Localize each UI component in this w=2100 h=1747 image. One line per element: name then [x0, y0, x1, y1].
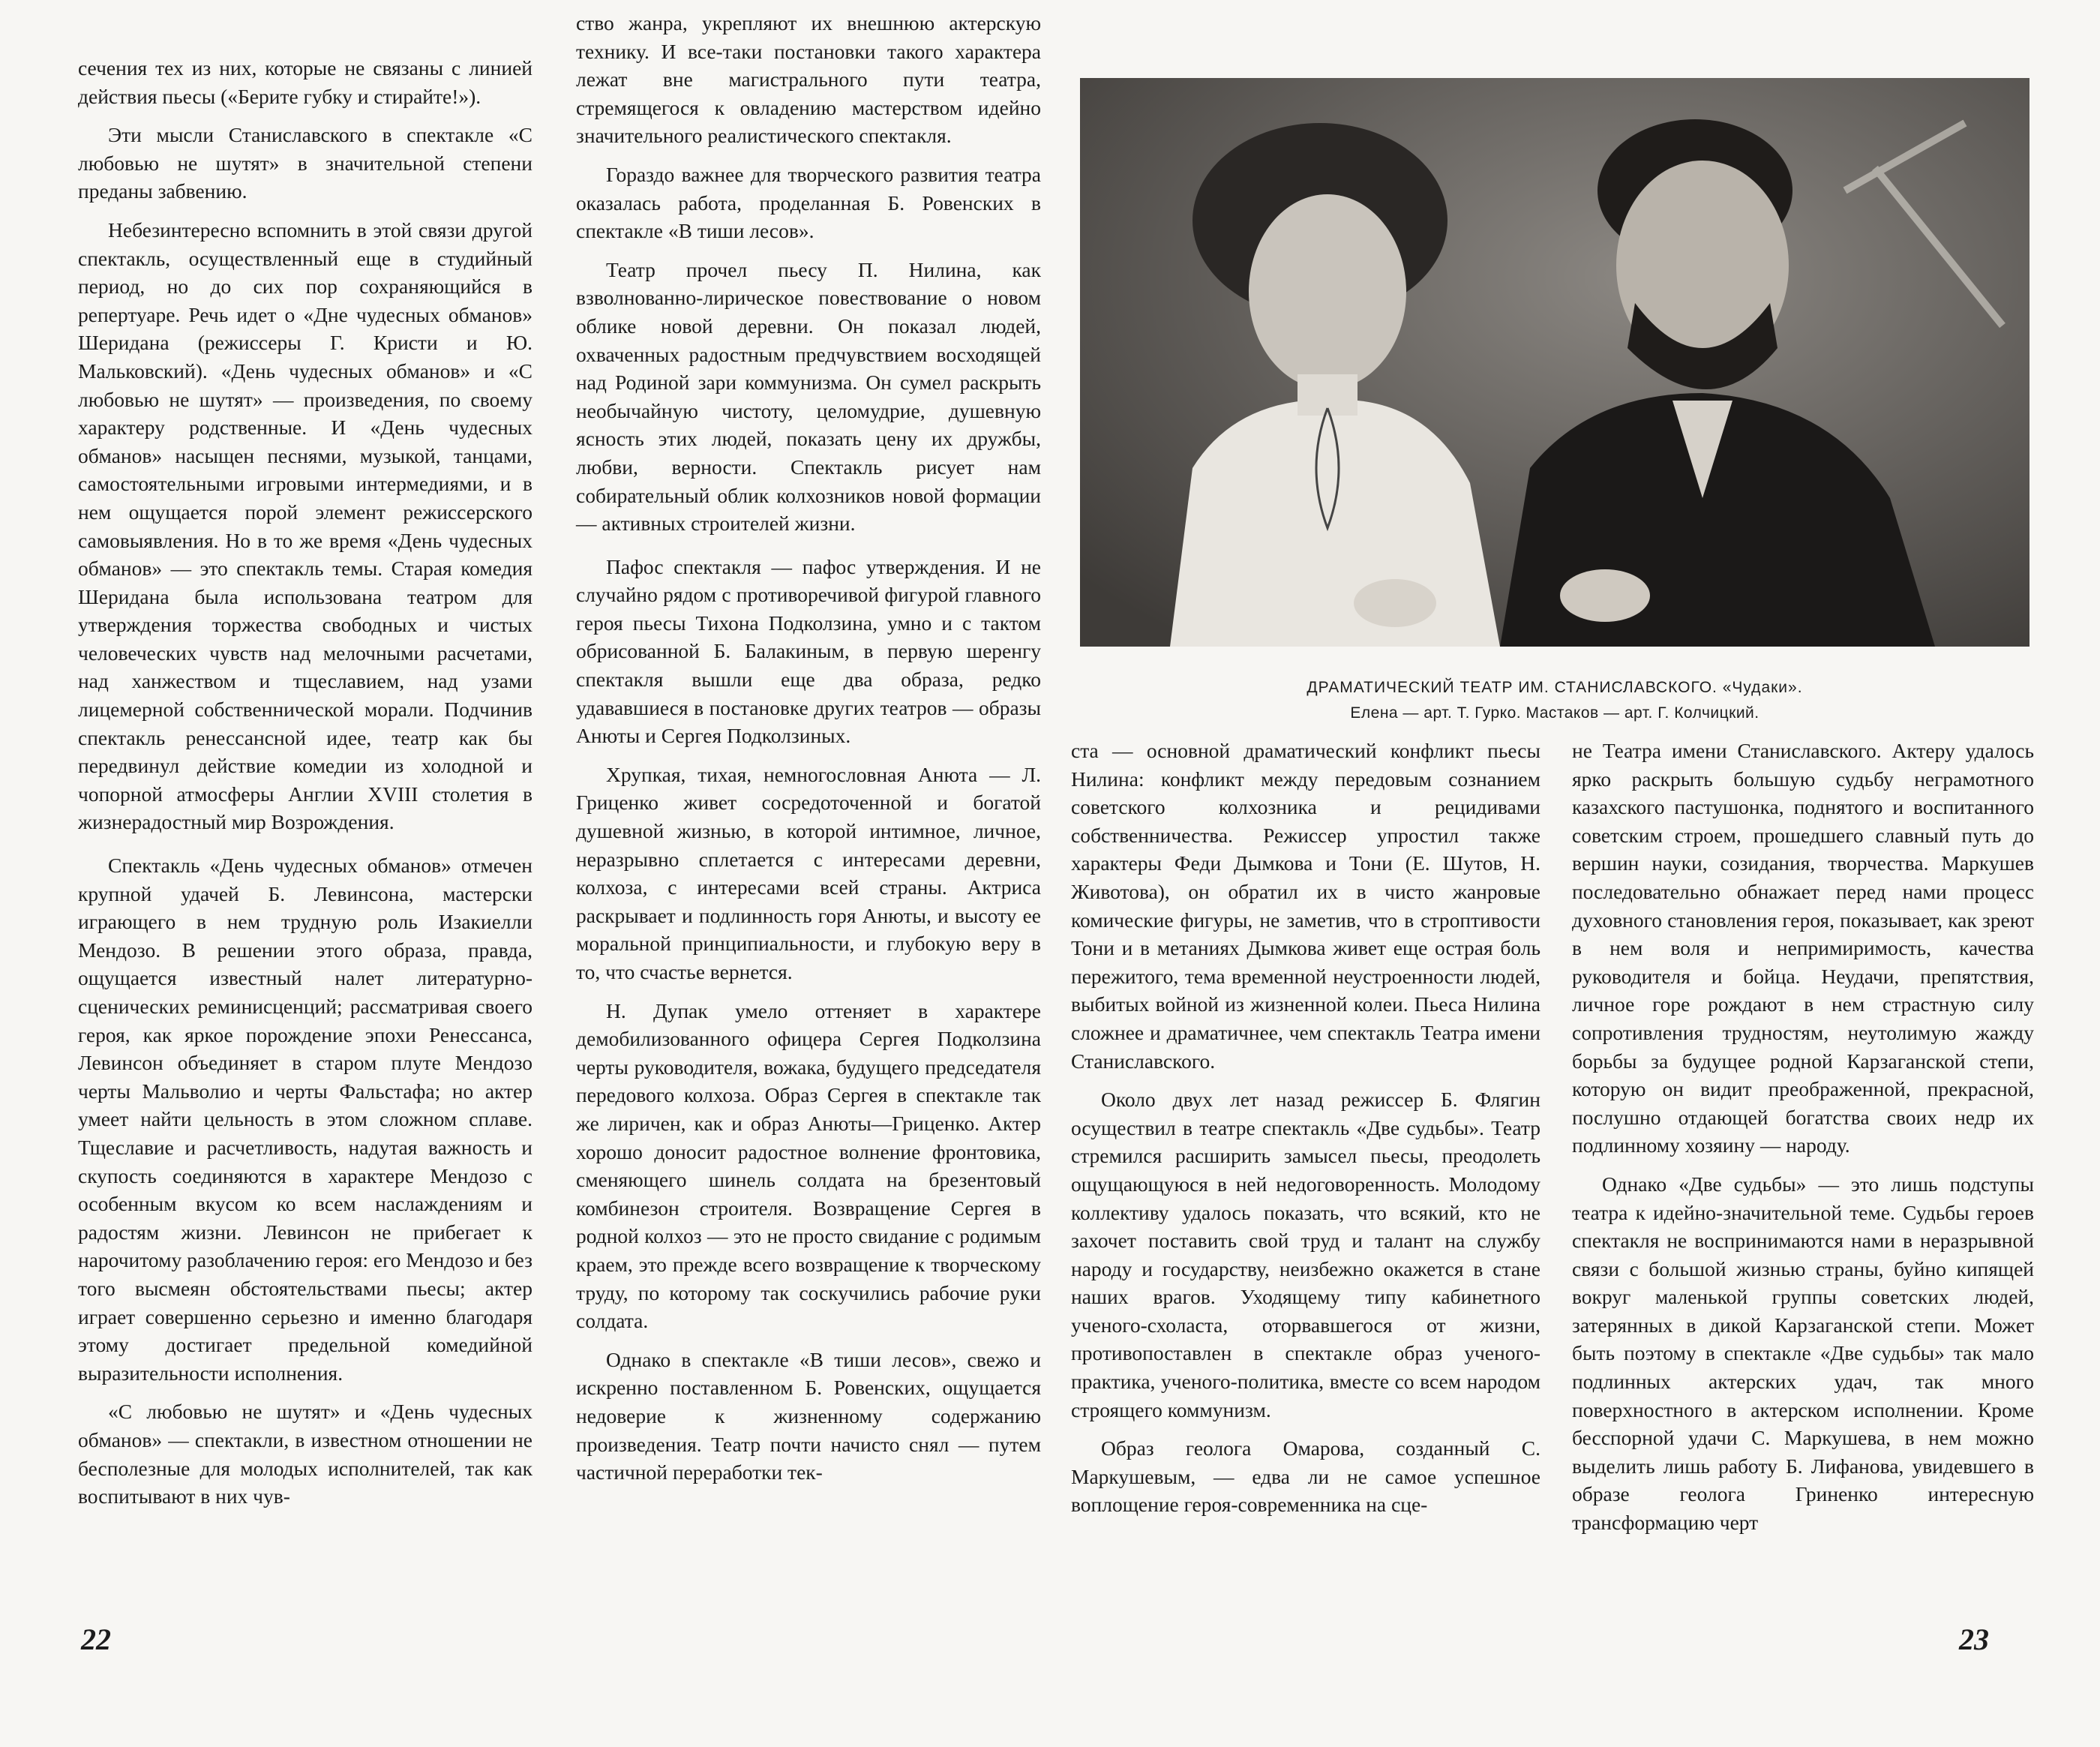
- theatre-photo: [1080, 78, 2030, 647]
- paragraph: Однако «Две судьбы» — это лишь подступы театра к идейно-значительной теме. Судьбы героев спектакля не воспринимаются нами в неразрывной связи с большой жизнью страны, буйно кипящей вокруг маленькой группы советских людей, затерянных в дикой Карзаганской степи. Может быть поэтому в спектакле «Две судьбы» так мало подлинных актерских удач, так много поверхностного в актерском исполнении. Кроме бесспорной удачи С. Маркушева, в нем можно выделить лишь работу Б. Лифанова, увидевшего в образе геолога Гриненко интересную трансформацию черт: [1572, 1172, 2034, 1535]
- left-page-column-2: [576, 9, 1041, 1487]
- photo-illustration: [1080, 78, 2030, 647]
- right-page-column-2: [1572, 737, 2034, 1537]
- paragraph: сечения тех из них, которые не связаны с линией действия пьесы («Берите губку и стирайте!»).: [78, 56, 532, 108]
- page-number-left: 22: [81, 1622, 111, 1656]
- paragraph: Однако в спектакле «В тиши лесов», свежо и искренно поставленном Б. Ровенских, ощущается недоверие к жизненному содержанию произведения. Театр почти начисто снял — путем частичной переработки тек-: [576, 1347, 1041, 1484]
- paragraph: Эти мысли Станиславского в спектакле «С любовью не шутят» в значительной степени преданы забвению.: [78, 123, 532, 203]
- paragraph: Образ геолога Омарова, созданный С. Маркушевым, — едва ли не самое успешное воплощение героя-современника на сце-: [1071, 1436, 1540, 1517]
- page-number-right: 23: [1959, 1622, 1989, 1656]
- paragraph: ста — основной драматический конфликт пьесы Нилина: конфликт между передовым сознанием советского колхозника и рецидивами собственничества. Режиссер упростил также характеры Феди Дымкова и Тони (Е. Шутов, Н. Животова), он обратил их в чисто жанровые комические фигуры, не заметив, что в строптивости Тони и в метаниях Дымкова живет еще острая боль пережитого, тема временной неустроенности людей, выбитых войной из жизненной колеи. Пьеса Нилина сложнее и драматичнее, чем спектакль Театра имени Станиславского.: [1071, 739, 1540, 1073]
- left-page-column-1: [78, 54, 532, 1511]
- caption-line-1: ДРАМАТИЧЕСКИЙ ТЕАТР ИМ. СТАНИСЛАВСКОГО. «Чудаки».: [1306, 679, 1803, 696]
- paragraph: Пафос спектакля — пафос утверждения. И не случайно рядом с противоречивой фигурой главного героя пьесы Тихона Подколзина, умно и с тактом обрисованной Б. Балакиным, в первую шеренгу спектакля вышли еще два образа, редко удававшиеся в постановке других театров — образы Анюты и Сергея Подколзиных.: [576, 554, 1041, 748]
- paragraph: Гораздо важнее для творческого развития театра оказалась работа, проделанная Б. Ровенских в спектакле «В тиши лесов».: [576, 162, 1041, 243]
- right-page-column-1: [1071, 737, 1540, 1519]
- paragraph: Около двух лет назад режиссер Б. Флягин осуществил в театре спектакль «Две судьбы». Театр стремился расширить замысел пьесы, преодолеть ощущающуюся в ней недоговоренность. Молодому коллективу удалось показать, что всякий, кто не захочет поставить свой труд и талант на службу народу и государству, неизбежно окажется в стане наших врагов. Уходящему типу кабинетного ученого-схоласта, оторвавшегося от жизни, противопоставлен в спектакле образ ученого-практика, ученого-политика, вместе со всем народом строящего коммунизм.: [1071, 1088, 1540, 1421]
- paragraph: не Театра имени Станиславского. Актеру удалось ярко раскрыть большую судьбу неграмотного казахского пастушонка, поднятого и воспитанного советским строем, прошедшего славный путь до вершин науки, созидания, творчества. Маркушев последовательно обнажает перед нами процесс духовного становления героя, показывает, как зреют в нем воля и непримиримость, качества руководителя и бойца. Неудачи, препятствия, личное горе рождают в нем страстную силу сопротивления трудностям, неутолимую жажду борьбы за будущее родной Карзаганской степи, которую он видит преображенной, прекрасной, послушно отдающей богатства своих недр их подлинному хозяину — народу.: [1572, 739, 2034, 1157]
- paragraph: Н. Дупак умело оттеняет в характере демобилизованного офицера Сергея Подколзина черты руководителя, вожака, будущего председателя передового колхоза. Образ Сергея в спектакле так же лиричен, как и образ Анюты—Гриценко. Актер хорошо доносит радостное волнение фронтовика, сменяющего шинель солдата на брезентовый комбинезон строителя. Возвращение Сергея в родной колхоз — это не просто свидание с родимым краем, это прежде всего возвращение к творческому труду, по которому так соскучились рабочие руки солдата.: [576, 998, 1041, 1333]
- paragraph: Спектакль «День чудесных обманов» отмечен крупной удачей Б. Левинсона, мастерски играющего в нем трудную роль Изакиелли Мендозо. В решении этого образа, правда, ощущается известный налет литературно-сценических реминисценций; рассматривая своего героя, как яркое порождение эпохи Ренессанса, Левинсон объединяет в старом плуте Мендозо черты Мальволио и черты Фальстафа; но актер умеет найти цельность в этом сложном сплаве. Тщеславие и расчетливость, надутая важность и скупость соединяются в характере Мендозо с особенным вкусом ко всем наслаждениям и радостям жизни. Левинсон не прибегает к нарочитому разоблачению героя: его Мендозо и без того высмеян обстоятельствами пьесы; актер играет совершенно серьезно и именно благодаря этому достигает предельной комедийной выразительности исполнения.: [78, 854, 532, 1385]
- paragraph: «С любовью не шутят» и «День чудесных обманов» — спектакли, в известном отношении не бесполезные для молодых исполнителей, так как воспитывают в них чув-: [78, 1400, 532, 1508]
- photo-caption: [1080, 675, 2030, 726]
- paragraph: Небезинтересно вспомнить в этой связи другой спектакль, осуществленный еще в студийный период, но до сих пор сохраняющийся в репертуаре. Речь идет о «Дне чудесных обманов» Шеридана (режиссеры Г. Кристи и Ю. Мальковский). «День чудесных обманов» и «С любовью не шутят» — произведения, по своему характеру родственные. И «День чудесных обманов» насыщен песнями, музыкой, танцами, самостоятельными игровыми интермедиями, и в нем ощущается порой элемент режиссерского самовыявления. Но в то же время «День чудесных обманов» — это спектакль темы. Старая комедия Шеридана была использована театром для утверждения торжества свободных и чистых человеческих чувств над мелочными расчетами, над ханжеством и тщеславием, над узами лицемерной собственнической морали. Подчинив спектакль ренессансной идее, театр как бы передвинул действие комедии из холодной и чопорной атмосферы Англии XVIII столетия в жизнерадостный мир Возрождения.: [78, 218, 532, 834]
- paragraph: Хрупкая, тихая, немногословная Анюта — Л. Гриценко живет сосредоточенной и богатой душевной жизнью, в которой интимное, личное, неразрывно сплетается с интересами деревни, колхоза, с интересами всей страны. Актриса раскрывает и подлинность горя Анюты, и высоту ее моральной принципиальности, и глубокую веру в то, что счастье вернется.: [576, 762, 1041, 983]
- paragraph: ство жанра, укрепляют их внешнюю актерскую технику. И все-таки постановки такого характера лежат вне магистрального пути театра, стремящегося к овладению мастерством идейно значительного реалистического спектакля.: [576, 11, 1041, 148]
- paragraph: Театр прочел пьесу П. Нилина, как взволнованно-лирическое повествование о новом облике новой деревни. Он показал людей, охваченных радостным предчувствием восходящей над Родиной зари коммунизма. Он сумел раскрыть необычайную чистоту, целомудрие, душевную ясность этих людей, показать цену их дружбы, любви, верности. Спектакль рисует нам собирательный облик колхозников новой формации — активных строителей жизни.: [576, 257, 1041, 536]
- caption-line-2: Елена — арт. Т. Гурко. Мастаков — арт. Г. Колчицкий.: [1350, 704, 1760, 722]
